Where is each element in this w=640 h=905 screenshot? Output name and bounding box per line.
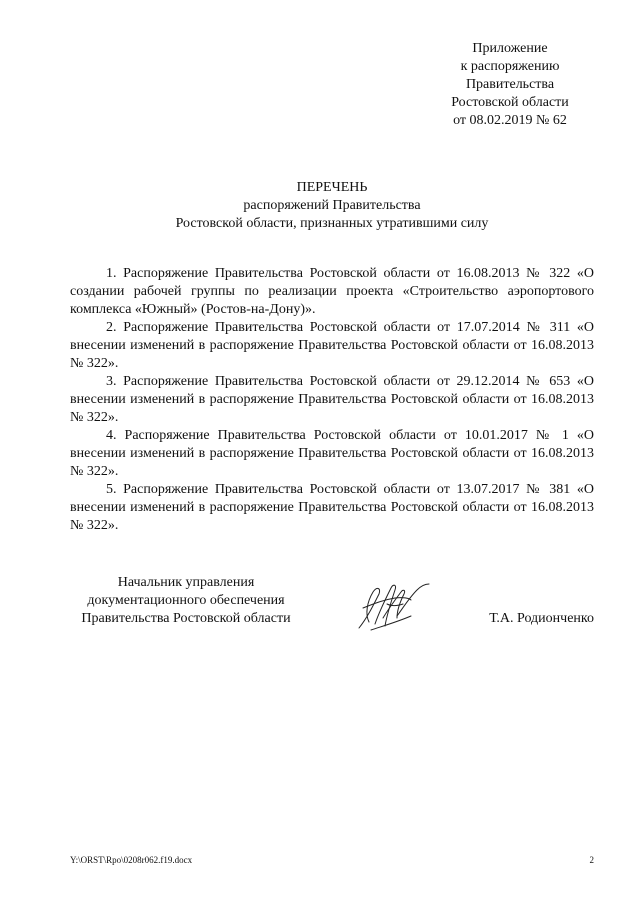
title-line: распоряжений Правительства <box>243 198 421 213</box>
list-item: 1. Распоряжение Правительства Ростовской области от 16.08.2013 № 322 «О создании рабочей группы по реализации проекта «Строительство аэропортового комплекса «Южный» (Ростов-на-Дону)». <box>70 266 594 317</box>
items-list <box>70 265 594 535</box>
file-path: Y:\ORST\Rpo\0208r062.f19.docx <box>70 855 193 865</box>
title-line: Ростовской области, признанных утратившими силу <box>175 216 489 231</box>
list-item: 2. Распоряжение Правительства Ростовской области от 17.07.2014 № 311 «О внесении изменений в распоряжение Правительства Ростовской области от 16.08.2013 № 322». <box>70 320 594 371</box>
page-number: 2 <box>589 855 594 865</box>
handwritten-signature-icon <box>353 578 433 634</box>
position-line: Начальник управления <box>117 575 255 590</box>
list-item: 3. Распоряжение Правительства Ростовской области от 29.12.2014 № 653 «О внесении изменений в распоряжение Правительства Ростовской области от 16.08.2013 № 322». <box>70 374 594 425</box>
appendix-line: к распоряжению <box>460 59 560 74</box>
appendix-block <box>420 40 600 130</box>
appendix-line: Ростовской области <box>451 95 569 110</box>
title-heading: ПЕРЕЧЕНЬ <box>296 180 368 195</box>
list-item: 4. Распоряжение Правительства Ростовской области от 10.01.2017 № 1 «О внесении изменений в распоряжение Правительства Ростовской области от 16.08.2013 № 322». <box>70 428 594 479</box>
document-title <box>70 179 594 233</box>
signatory-name: Т.А. Родионченко <box>489 611 594 626</box>
list-item: 5. Распоряжение Правительства Ростовской области от 13.07.2017 № 381 «О внесении изменений в распоряжение Правительства Ростовской области от 16.08.2013 № 322». <box>70 482 594 533</box>
signature-block <box>70 574 594 634</box>
signatory-position <box>70 574 302 628</box>
appendix-line: Правительства <box>465 77 555 92</box>
position-line: документационного обеспечения <box>87 593 285 608</box>
position-line: Правительства Ростовской области <box>81 611 291 626</box>
appendix-line: Приложение <box>472 41 548 56</box>
appendix-date-line: от 08.02.2019 № 62 <box>453 113 567 128</box>
